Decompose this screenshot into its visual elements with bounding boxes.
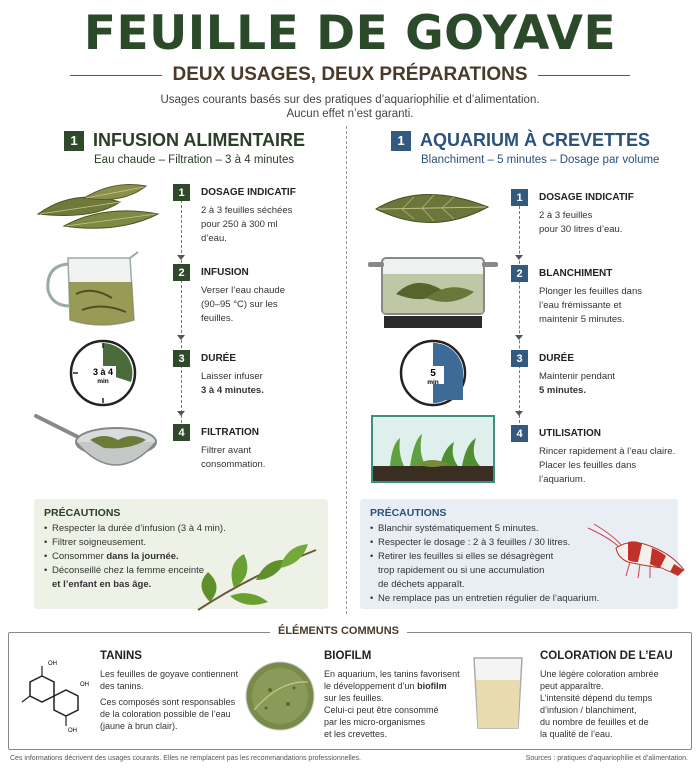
text-line: maintenir 5 minutes.	[539, 314, 625, 325]
precautions-title: PRÉCAUTIONS	[44, 507, 121, 519]
tanins-text	[100, 668, 238, 732]
text-line: Verser l’eau chaude	[201, 285, 285, 296]
arrow-icon	[177, 411, 185, 416]
arrow-icon	[515, 335, 523, 340]
shrimp-icon	[580, 518, 692, 584]
text-line: Filtrer avant	[201, 445, 252, 456]
step-number: 2	[173, 264, 190, 281]
text-line: Rincer rapidement à l’eau claire.	[539, 446, 676, 457]
step-label: UTILISATION	[539, 428, 602, 439]
text-line: par les micro-organismes	[324, 717, 426, 727]
text-line: et les crevettes.	[324, 729, 388, 739]
step-number: 3	[511, 350, 528, 367]
text-line	[324, 680, 460, 692]
list-item	[44, 522, 226, 536]
dried-leaves-icon	[34, 180, 162, 232]
step-text	[539, 285, 642, 327]
coloration-text	[540, 668, 659, 740]
text-line: (90–95 °C) sur les	[201, 299, 278, 310]
text-line: peut apparaître.	[540, 681, 604, 691]
section-subtitle: Eau chaude – Filtration – 3 à 4 minutes	[94, 154, 295, 166]
step-label: INFUSION	[201, 267, 249, 278]
step-label: DURÉE	[539, 353, 575, 364]
text-line: Celui-ci peut être consommé	[324, 705, 439, 715]
timer-value: 5	[430, 368, 436, 379]
text-line: 5 minutes.	[539, 385, 586, 396]
step-text	[201, 284, 285, 326]
item-bold: dans la journée.	[106, 551, 179, 562]
item-text: Respecter la durée d’infusion (3 à 4 min).	[52, 523, 226, 534]
step-label: DURÉE	[201, 353, 237, 364]
text-line: de la coloration possible de l’eau	[100, 709, 231, 719]
water-glass-icon	[470, 654, 526, 732]
list-item-continued: trop rapidement ou si une accumulation	[378, 565, 545, 576]
aquarium-icon	[370, 414, 496, 486]
text-line: Les feuilles de goyave contiennent	[100, 669, 239, 679]
boiling-pot-icon	[366, 250, 498, 330]
item-text: Consommer	[52, 551, 107, 562]
oh-label: OH	[48, 661, 57, 667]
section-number: 1	[64, 131, 84, 151]
step-number: 1	[173, 184, 190, 201]
text-line: Plonger les feuilles dans	[539, 286, 642, 297]
biofilm-title: BIOFILM	[324, 650, 372, 662]
oh-label: OH	[80, 682, 89, 688]
tanins-title: TANINS	[100, 650, 142, 662]
list-item: • Blanchir systématiquement 5 minutes.	[370, 522, 599, 536]
step-number: 2	[511, 265, 528, 282]
step-number: 4	[511, 425, 528, 442]
text-line: En aquarium, les tanins favorisent	[324, 669, 460, 679]
timer-unit: min	[427, 379, 439, 386]
timer-unit: min	[97, 378, 109, 385]
section-title: AQUARIUM À CREVETTES	[420, 130, 651, 150]
guava-branch-icon	[190, 536, 322, 616]
teapot-infusion-icon	[42, 250, 142, 330]
step-label: DOSAGE INDICATIF	[539, 192, 634, 203]
timer-value: 3 à 4	[92, 367, 114, 377]
section-header-infusion	[64, 130, 305, 151]
precautions-list	[370, 522, 599, 606]
section-title: INFUSION ALIMENTAIRE	[93, 130, 305, 150]
text-line: 2 à 3 feuilles séchées	[201, 205, 293, 216]
oh-label: OH	[68, 728, 77, 734]
divider	[70, 75, 162, 76]
step-label: BLANCHIMENT	[539, 268, 613, 279]
steps-connector	[519, 206, 520, 428]
text-line: l’eau frémissante et	[539, 300, 622, 311]
page-subtitle: DEUX USAGES, DEUX PRÉPARATIONS	[172, 64, 528, 85]
column-divider	[346, 126, 347, 614]
footer-sources: Sources : pratiques d’aquariophilie et d’alimentation.	[525, 755, 688, 762]
page-title: FEUILLE DE GOYAVE	[83, 6, 617, 61]
arrow-icon	[515, 255, 523, 260]
list-item: • Respecter le dosage : 2 à 3 feuilles / 30 litres.	[370, 536, 599, 550]
text-line: 2 à 3 feuilles	[539, 210, 593, 221]
step-text	[201, 370, 264, 398]
leaf-icon	[372, 185, 492, 231]
list-item: • Retirer les feuilles si elles se désagrègent	[370, 550, 599, 564]
text-line: Placer les feuilles dans	[539, 460, 637, 471]
intro	[0, 93, 700, 121]
text-line: pour 30 litres d’eau.	[539, 224, 623, 235]
text-line: consommation.	[201, 459, 266, 470]
subtitle-row	[70, 64, 630, 86]
text-line: Maintenir pendant	[539, 371, 616, 382]
step-text	[201, 204, 292, 246]
step-text	[539, 209, 622, 237]
text-bold: biofilm	[417, 681, 447, 691]
timer-icon	[398, 338, 468, 408]
item-text: Déconseillé chez la femme enceinte	[52, 565, 205, 576]
common-title: ÉLÉMENTS COMMUNS	[270, 625, 407, 637]
section-header-aquarium	[391, 130, 650, 151]
step-text	[539, 370, 615, 398]
coloration-title: COLORATION DE L’EAU	[540, 650, 673, 662]
tannin-molecule-icon	[18, 656, 90, 736]
biofilm-text	[324, 668, 460, 740]
text-line: Laisser infuser	[201, 371, 263, 382]
text-line: Ces composés sont responsables	[100, 697, 236, 707]
text-line: la qualité de l’eau.	[540, 729, 613, 739]
intro-line: Usages courants basés sur des pratiques d’aquariophilie et d’alimentation.	[160, 94, 540, 106]
text-line: L’intensité dépend du temps	[540, 693, 653, 703]
text-line: du nombre de feuilles et de	[540, 717, 649, 727]
text-line: l’aquarium.	[539, 474, 586, 485]
section-number: 1	[391, 131, 411, 151]
list-item-continued: de déchets apparaît.	[378, 579, 465, 590]
arrow-icon	[515, 411, 523, 416]
step-label: DOSAGE INDICATIF	[201, 187, 296, 198]
strainer-icon	[34, 410, 162, 478]
list-item: • Ne remplace pas un entretien régulier de l’aquarium.	[370, 592, 599, 606]
item-text: Filtrer soigneusement.	[52, 537, 146, 548]
step-number: 3	[173, 350, 190, 367]
precautions-title: PRÉCAUTIONS	[370, 507, 447, 519]
text-line: des tanins.	[100, 681, 144, 691]
timer-icon	[68, 338, 138, 408]
text-line: d’eau.	[201, 233, 227, 244]
step-label: FILTRATION	[201, 427, 259, 438]
text-span: le développement d’un	[324, 681, 418, 691]
step-number: 4	[173, 424, 190, 441]
text-line: sur les feuilles.	[324, 693, 384, 703]
divider	[538, 75, 630, 76]
section-subtitle: Blanchiment – 5 minutes – Dosage par volume	[421, 154, 660, 166]
text-line: 3 à 4 minutes.	[201, 385, 264, 396]
step-number: 1	[511, 189, 528, 206]
biofilm-leaf-icon	[244, 660, 316, 732]
text-line: Une légère coloration ambrée	[540, 669, 659, 679]
text-line: (jaune à brun clair).	[100, 721, 178, 731]
text-line: feuilles.	[201, 313, 234, 324]
item-bold: et l’enfant en bas âge.	[52, 579, 152, 590]
step-text	[539, 445, 675, 487]
text-line: d’infusion / blanchiment,	[540, 705, 637, 715]
text-line: pour 250 à 300 ml	[201, 219, 278, 230]
footer-disclaimer: Ces informations décrivent des usages courants. Elles ne remplacent pas les recommandations professionnelles.	[10, 755, 361, 762]
steps-connector	[181, 200, 182, 428]
step-text	[201, 444, 265, 472]
arrow-icon	[177, 255, 185, 260]
intro-line: Aucun effet n’est garanti.	[286, 108, 414, 120]
arrow-icon	[177, 335, 185, 340]
